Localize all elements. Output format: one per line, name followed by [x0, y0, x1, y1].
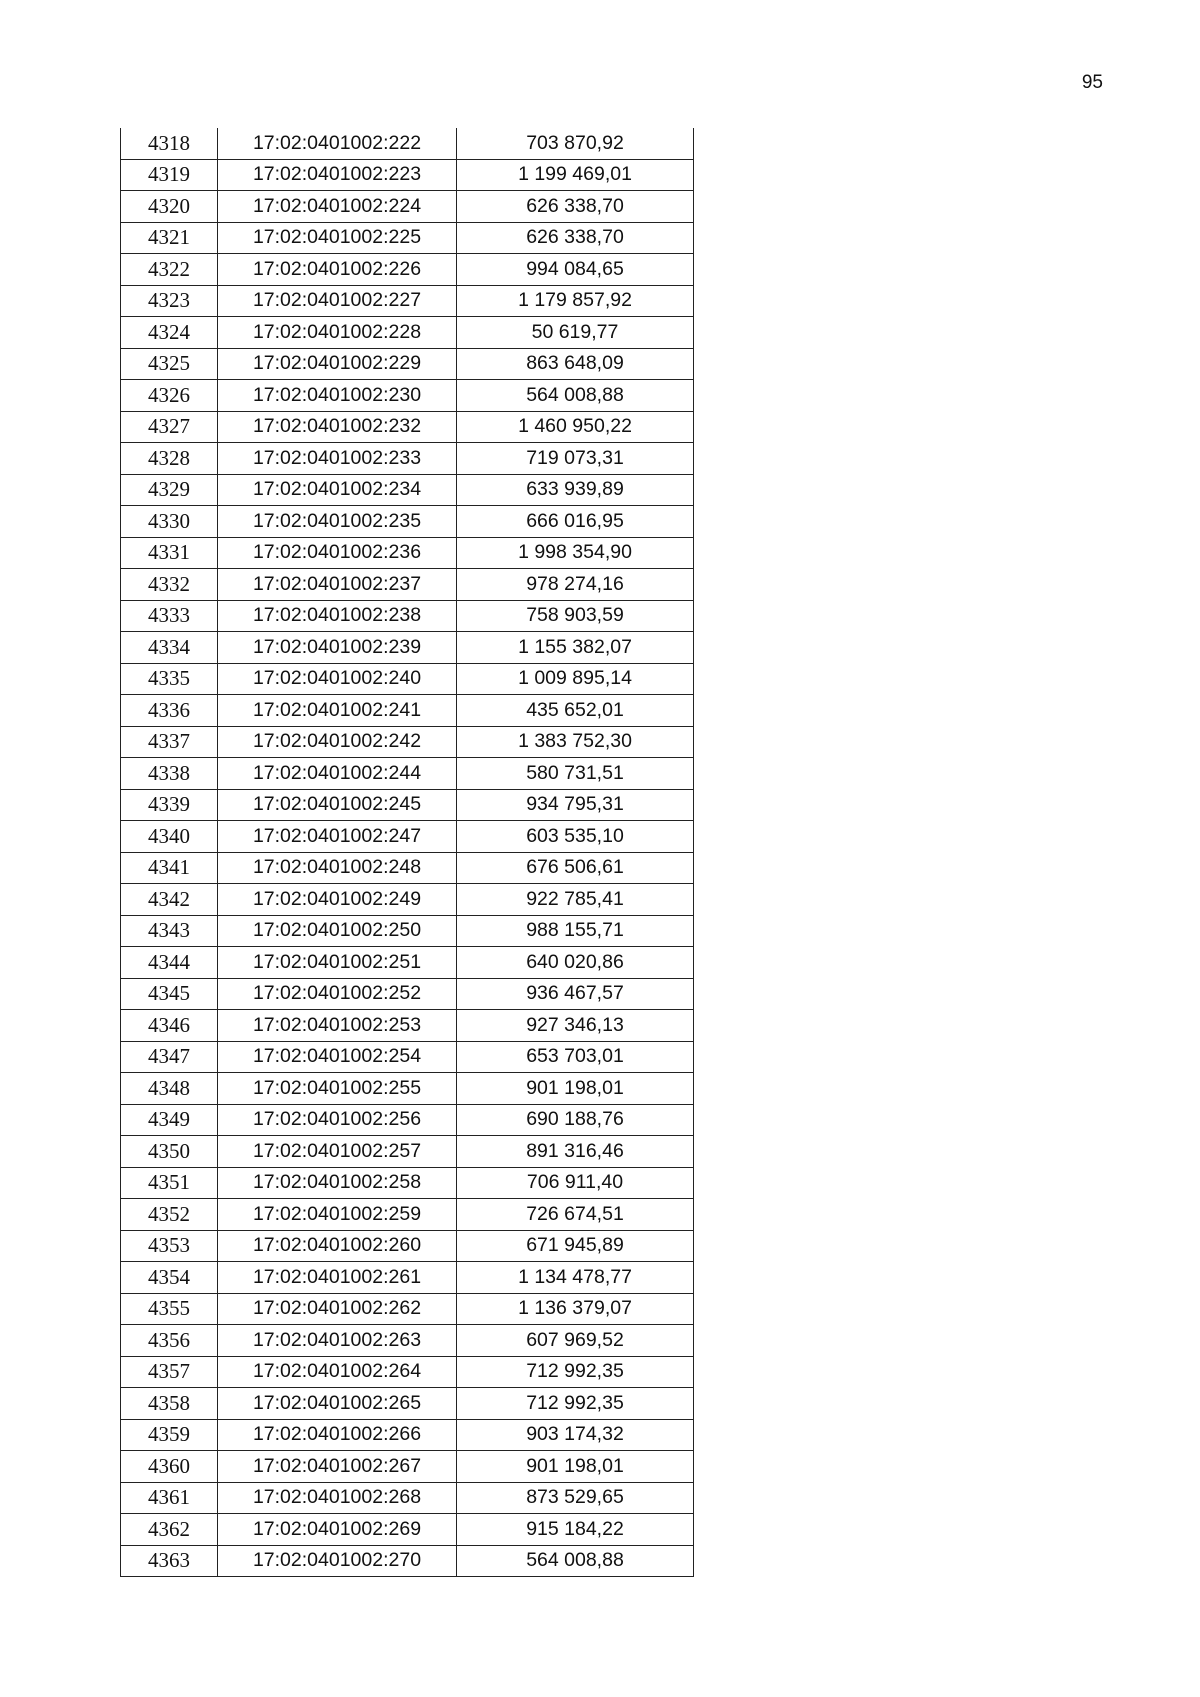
table-row	[121, 348, 694, 380]
row-number-cell: 4329	[121, 474, 218, 506]
cadastral-value-cell: 719 073,31	[457, 443, 694, 475]
table-row	[121, 1230, 694, 1262]
cadastral-value-table	[120, 128, 694, 1577]
cadastral-value-cell: 607 969,52	[457, 1325, 694, 1357]
table-row	[121, 884, 694, 916]
table-row	[121, 506, 694, 538]
cadastral-value-cell: 1 179 857,92	[457, 285, 694, 317]
cadastral-number-cell: 17:02:0401002:227	[218, 285, 457, 317]
row-number-cell: 4349	[121, 1104, 218, 1136]
cadastral-value-cell: 978 274,16	[457, 569, 694, 601]
cadastral-value-cell: 901 198,01	[457, 1451, 694, 1483]
row-number-cell: 4328	[121, 443, 218, 475]
page-number: 95	[1081, 72, 1103, 93]
cadastral-number-cell: 17:02:0401002:223	[218, 159, 457, 191]
table-row	[121, 947, 694, 979]
row-number-cell: 4354	[121, 1262, 218, 1294]
cadastral-value-cell: 934 795,31	[457, 789, 694, 821]
cadastral-value-cell: 863 648,09	[457, 348, 694, 380]
cadastral-number-cell: 17:02:0401002:235	[218, 506, 457, 538]
cadastral-value-cell: 626 338,70	[457, 191, 694, 223]
cadastral-value-cell: 626 338,70	[457, 222, 694, 254]
row-number-cell: 4331	[121, 537, 218, 569]
cadastral-value-cell: 901 198,01	[457, 1073, 694, 1105]
table-row	[121, 128, 694, 159]
cadastral-value-cell: 703 870,92	[457, 128, 694, 159]
cadastral-number-cell: 17:02:0401002:265	[218, 1388, 457, 1420]
row-number-cell: 4356	[121, 1325, 218, 1357]
cadastral-number-cell: 17:02:0401002:242	[218, 726, 457, 758]
cadastral-number-cell: 17:02:0401002:266	[218, 1419, 457, 1451]
cadastral-number-cell: 17:02:0401002:222	[218, 128, 457, 159]
cadastral-number-cell: 17:02:0401002:267	[218, 1451, 457, 1483]
row-number-cell: 4359	[121, 1419, 218, 1451]
table-row	[121, 159, 694, 191]
row-number-cell: 4351	[121, 1167, 218, 1199]
table-row	[121, 1136, 694, 1168]
table-row	[121, 915, 694, 947]
cadastral-number-cell: 17:02:0401002:230	[218, 380, 457, 412]
row-number-cell: 4357	[121, 1356, 218, 1388]
cadastral-value-cell: 435 652,01	[457, 695, 694, 727]
row-number-cell: 4320	[121, 191, 218, 223]
cadastral-value-cell: 988 155,71	[457, 915, 694, 947]
table-row	[121, 380, 694, 412]
table-row	[121, 789, 694, 821]
cadastral-value-cell: 922 785,41	[457, 884, 694, 916]
row-number-cell: 4330	[121, 506, 218, 538]
row-number-cell: 4363	[121, 1545, 218, 1577]
table-row	[121, 632, 694, 664]
cadastral-value-cell: 676 506,61	[457, 852, 694, 884]
table-row	[121, 758, 694, 790]
cadastral-value-cell: 903 174,32	[457, 1419, 694, 1451]
table-row	[121, 1514, 694, 1546]
cadastral-value-cell: 873 529,65	[457, 1482, 694, 1514]
cadastral-number-cell: 17:02:0401002:224	[218, 191, 457, 223]
row-number-cell: 4326	[121, 380, 218, 412]
table-row	[121, 1482, 694, 1514]
row-number-cell: 4340	[121, 821, 218, 853]
cadastral-value-cell: 1 134 478,77	[457, 1262, 694, 1294]
table-row	[121, 474, 694, 506]
table-row	[121, 1073, 694, 1105]
row-number-cell: 4348	[121, 1073, 218, 1105]
cadastral-value-cell: 994 084,65	[457, 254, 694, 286]
cadastral-number-cell: 17:02:0401002:238	[218, 600, 457, 632]
cadastral-value-cell: 633 939,89	[457, 474, 694, 506]
cadastral-number-cell: 17:02:0401002:240	[218, 663, 457, 695]
row-number-cell: 4333	[121, 600, 218, 632]
cadastral-number-cell: 17:02:0401002:233	[218, 443, 457, 475]
row-number-cell: 4335	[121, 663, 218, 695]
cadastral-number-cell: 17:02:0401002:255	[218, 1073, 457, 1105]
cadastral-value-cell: 726 674,51	[457, 1199, 694, 1231]
cadastral-value-cell: 50 619,77	[457, 317, 694, 349]
cadastral-value-cell: 580 731,51	[457, 758, 694, 790]
table-row	[121, 569, 694, 601]
table-row	[121, 1104, 694, 1136]
cadastral-value-cell: 564 008,88	[457, 380, 694, 412]
row-number-cell: 4334	[121, 632, 218, 664]
cadastral-number-cell: 17:02:0401002:269	[218, 1514, 457, 1546]
cadastral-number-cell: 17:02:0401002:226	[218, 254, 457, 286]
row-number-cell: 4345	[121, 978, 218, 1010]
cadastral-number-cell: 17:02:0401002:229	[218, 348, 457, 380]
table-body	[121, 128, 694, 1577]
table-row	[121, 1388, 694, 1420]
cadastral-number-cell: 17:02:0401002:245	[218, 789, 457, 821]
cadastral-value-cell: 927 346,13	[457, 1010, 694, 1042]
cadastral-value-cell: 1 136 379,07	[457, 1293, 694, 1325]
row-number-cell: 4338	[121, 758, 218, 790]
table-row	[121, 1451, 694, 1483]
row-number-cell: 4323	[121, 285, 218, 317]
cadastral-number-cell: 17:02:0401002:248	[218, 852, 457, 884]
cadastral-number-cell: 17:02:0401002:237	[218, 569, 457, 601]
cadastral-number-cell: 17:02:0401002:251	[218, 947, 457, 979]
cadastral-number-cell: 17:02:0401002:264	[218, 1356, 457, 1388]
table-row	[121, 1356, 694, 1388]
cadastral-value-cell: 712 992,35	[457, 1388, 694, 1420]
cadastral-number-cell: 17:02:0401002:270	[218, 1545, 457, 1577]
table-row	[121, 600, 694, 632]
cadastral-number-cell: 17:02:0401002:259	[218, 1199, 457, 1231]
table-row	[121, 1010, 694, 1042]
table-row	[121, 852, 694, 884]
cadastral-number-cell: 17:02:0401002:261	[218, 1262, 457, 1294]
cadastral-number-cell: 17:02:0401002:232	[218, 411, 457, 443]
cadastral-number-cell: 17:02:0401002:257	[218, 1136, 457, 1168]
row-number-cell: 4344	[121, 947, 218, 979]
row-number-cell: 4350	[121, 1136, 218, 1168]
cadastral-number-cell: 17:02:0401002:254	[218, 1041, 457, 1073]
row-number-cell: 4321	[121, 222, 218, 254]
table-row	[121, 1293, 694, 1325]
cadastral-value-cell: 666 016,95	[457, 506, 694, 538]
row-number-cell: 4358	[121, 1388, 218, 1420]
cadastral-number-cell: 17:02:0401002:260	[218, 1230, 457, 1262]
row-number-cell: 4362	[121, 1514, 218, 1546]
table-row	[121, 222, 694, 254]
cadastral-value-cell: 603 535,10	[457, 821, 694, 853]
cadastral-value-cell: 1 199 469,01	[457, 159, 694, 191]
cadastral-value-cell: 1 460 950,22	[457, 411, 694, 443]
table-row	[121, 1199, 694, 1231]
row-number-cell: 4324	[121, 317, 218, 349]
row-number-cell: 4318	[121, 128, 218, 159]
row-number-cell: 4332	[121, 569, 218, 601]
row-number-cell: 4353	[121, 1230, 218, 1262]
table-row	[121, 1262, 694, 1294]
table-row	[121, 1325, 694, 1357]
row-number-cell: 4342	[121, 884, 218, 916]
cadastral-number-cell: 17:02:0401002:258	[218, 1167, 457, 1199]
table-row	[121, 1041, 694, 1073]
cadastral-number-cell: 17:02:0401002:256	[218, 1104, 457, 1136]
table-row	[121, 695, 694, 727]
row-number-cell: 4352	[121, 1199, 218, 1231]
cadastral-number-cell: 17:02:0401002:253	[218, 1010, 457, 1042]
cadastral-value-cell: 936 467,57	[457, 978, 694, 1010]
cadastral-value-cell: 712 992,35	[457, 1356, 694, 1388]
table-row	[121, 317, 694, 349]
cadastral-number-cell: 17:02:0401002:228	[218, 317, 457, 349]
table-row	[121, 726, 694, 758]
row-number-cell: 4336	[121, 695, 218, 727]
cadastral-value-cell: 706 911,40	[457, 1167, 694, 1199]
cadastral-value-cell: 1 998 354,90	[457, 537, 694, 569]
cadastral-value-cell: 671 945,89	[457, 1230, 694, 1262]
table-row	[121, 537, 694, 569]
table-row	[121, 191, 694, 223]
row-number-cell: 4346	[121, 1010, 218, 1042]
cadastral-value-cell: 1 155 382,07	[457, 632, 694, 664]
table-row	[121, 1419, 694, 1451]
cadastral-value-cell: 758 903,59	[457, 600, 694, 632]
cadastral-value-cell: 653 703,01	[457, 1041, 694, 1073]
cadastral-number-cell: 17:02:0401002:225	[218, 222, 457, 254]
cadastral-number-cell: 17:02:0401002:234	[218, 474, 457, 506]
row-number-cell: 4343	[121, 915, 218, 947]
table-row	[121, 411, 694, 443]
cadastral-number-cell: 17:02:0401002:262	[218, 1293, 457, 1325]
cadastral-value-cell: 690 188,76	[457, 1104, 694, 1136]
row-number-cell: 4319	[121, 159, 218, 191]
row-number-cell: 4322	[121, 254, 218, 286]
table-row	[121, 978, 694, 1010]
cadastral-number-cell: 17:02:0401002:239	[218, 632, 457, 664]
row-number-cell: 4325	[121, 348, 218, 380]
table-row	[121, 285, 694, 317]
cadastral-value-cell: 564 008,88	[457, 1545, 694, 1577]
cadastral-number-cell: 17:02:0401002:236	[218, 537, 457, 569]
cadastral-number-cell: 17:02:0401002:268	[218, 1482, 457, 1514]
row-number-cell: 4361	[121, 1482, 218, 1514]
table-row	[121, 821, 694, 853]
cadastral-number-cell: 17:02:0401002:250	[218, 915, 457, 947]
cadastral-value-cell: 891 316,46	[457, 1136, 694, 1168]
table-row	[121, 443, 694, 475]
row-number-cell: 4341	[121, 852, 218, 884]
cadastral-number-cell: 17:02:0401002:247	[218, 821, 457, 853]
row-number-cell: 4355	[121, 1293, 218, 1325]
table-row	[121, 1545, 694, 1577]
cadastral-value-cell: 1 383 752,30	[457, 726, 694, 758]
row-number-cell: 4347	[121, 1041, 218, 1073]
table-row	[121, 254, 694, 286]
cadastral-number-cell: 17:02:0401002:249	[218, 884, 457, 916]
row-number-cell: 4327	[121, 411, 218, 443]
cadastral-value-cell: 915 184,22	[457, 1514, 694, 1546]
cadastral-number-cell: 17:02:0401002:263	[218, 1325, 457, 1357]
cadastral-number-cell: 17:02:0401002:241	[218, 695, 457, 727]
table-row	[121, 1167, 694, 1199]
cadastral-value-cell: 640 020,86	[457, 947, 694, 979]
table-row	[121, 663, 694, 695]
row-number-cell: 4337	[121, 726, 218, 758]
row-number-cell: 4339	[121, 789, 218, 821]
cadastral-number-cell: 17:02:0401002:252	[218, 978, 457, 1010]
cadastral-value-cell: 1 009 895,14	[457, 663, 694, 695]
cadastral-number-cell: 17:02:0401002:244	[218, 758, 457, 790]
row-number-cell: 4360	[121, 1451, 218, 1483]
